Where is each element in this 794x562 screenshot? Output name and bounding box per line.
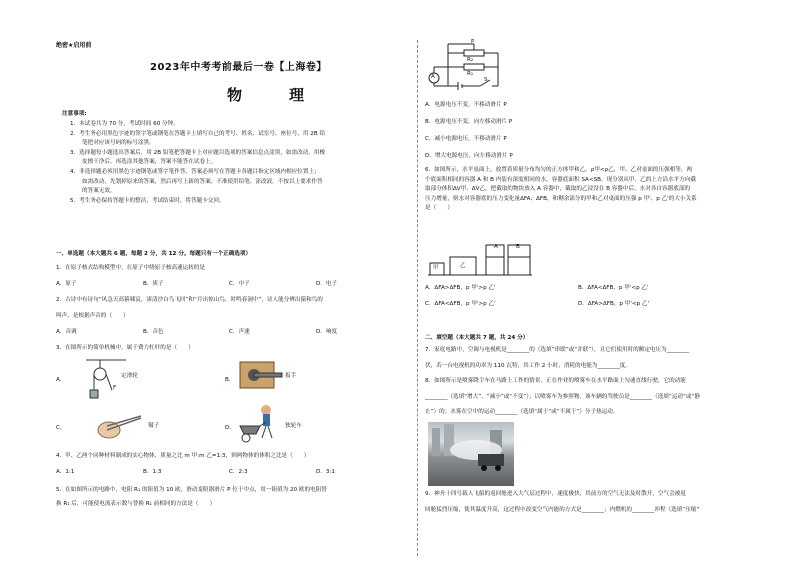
q6-label-jia: 甲 xyxy=(433,265,439,271)
q3-label-c: C． xyxy=(56,425,66,431)
circuit-label-s: S xyxy=(484,77,488,83)
wrench-figure xyxy=(240,360,284,390)
q6-label-a: A xyxy=(494,244,498,250)
exam-title: 2023年中考考前最后一卷【上海卷】 xyxy=(150,62,327,73)
q4-option-d: D．3:1 xyxy=(316,469,335,475)
fill-line: 7．家庭电路中，空调与电视机是________的（选填“串联”或“并联”），且它们使用时的额定电压为________ xyxy=(425,347,690,353)
q6-line: 是（ ） xyxy=(425,205,453,212)
q2-option-a: A．音调 xyxy=(56,329,77,335)
q3-label-d: D． xyxy=(225,425,235,431)
q5-circuit-diagram xyxy=(428,40,508,92)
notice-line: 如需改动，先划掉原来的答案，然后再写上新的答案；不准使用铅笔、涂改液。不按以上要求作答 xyxy=(82,178,323,185)
subject-title: 物 理 xyxy=(227,86,321,104)
q4-option-b: B．1:3 xyxy=(143,469,162,475)
q5-stem: 5．在如图所示的电路中，电阻 R₁ 的阻值为 10 欧，滑动变阻器滑片 P 位于中点，用一阻值为 20 欧的电阻替 xyxy=(56,487,327,493)
notice-line: 1．本试卷共为 70 分，考试时间 60 分钟。 xyxy=(70,121,179,127)
q6-line: 压力增量，则水对容器底的压力变化量ΔFA、ΔFB，和剩余部分的甲和乙对桌面的压强 p 甲'、p 乙'的大小关系 xyxy=(425,195,697,202)
circuit-label-r2: R₂ xyxy=(467,57,474,63)
confidential-mark: 绝密★启用前 xyxy=(56,42,92,49)
notice-line: 的答案无效。 xyxy=(82,188,116,195)
q3-caption-a: 定滑轮 xyxy=(121,373,138,379)
q5-option-d: D．增大电源电压，向左移动滑片 P xyxy=(425,153,513,159)
q1-option-b: B．质子 xyxy=(143,281,164,287)
q6-line: 个底面积相同的容器 A 和 B 内装有深度相同的水，容器底面积 SA<SB。现分别从甲、乙的上方沿水平方向截 xyxy=(425,176,697,183)
q4-option-c: C．2:3 xyxy=(229,469,248,475)
q2-option-d: D．响度 xyxy=(316,329,338,335)
q6-label-b: B xyxy=(516,244,520,250)
section2-q7-q8 xyxy=(425,346,700,418)
q1-option-d: D．电子 xyxy=(316,281,338,287)
notice-heading: 注意事项: xyxy=(62,111,87,117)
q3-caption-c: 镊子 xyxy=(148,423,160,429)
notice-line: 皮擦干净后，再选涂其他答案，答案不能答在试卷上。 xyxy=(82,159,217,166)
q6-stem xyxy=(425,166,697,214)
q4-stem: 4．甲、乙两个同种材料制成的实心物体，质量之比 m 甲:m 乙=1:3，则两物体的体积之比是（ ） xyxy=(56,453,310,459)
q2-stem-cont: 叫声，是根据声音的（ ） xyxy=(56,313,129,319)
q6-label-yi: 乙 xyxy=(460,263,466,269)
notice-line: 4．非选择题必须用黑色字迹钢笔或签字笔作答，答案必须写在答题卡各题目指定区域内相应位置上； xyxy=(70,168,320,175)
q1-option-a: A．原子 xyxy=(56,281,77,287)
q1-option-c: C．中子 xyxy=(229,281,250,287)
section2-q9 xyxy=(425,490,699,515)
q3-caption-d: 独轮车 xyxy=(285,423,302,429)
notice-line: 笔把对应该号码的标号涂黑。 xyxy=(82,140,155,147)
fill-line: 止”）的；水雾在空中的运动________（选填“属于”或“不属于”）分子热运动。 xyxy=(425,409,619,416)
q6-line: 6．如图所示，水平桌面上，放置着质量分布均匀的正方体甲和乙，ρ甲<ρ乙，甲、乙对桌面的压强相等，两 xyxy=(425,167,693,173)
q3-label-b: B． xyxy=(225,377,235,383)
fill-line: 伏，若一台电视机的功率为 110 瓦特，其工作 2 小时，消耗的电能为________度。 xyxy=(425,362,631,369)
circuit-label-r1: R₁ xyxy=(467,71,474,77)
q6-line: 取部分体积ΔV甲、ΔV乙，把截取的物块放入 A 容器中，截取的乙浸没在 B 容器中后，水对各自容器底部的 xyxy=(425,186,691,193)
notice-line: 2．考生务必用黑色字迹的签字笔或钢笔在答题卡上填写自己的考号、姓名、试室号、座位号，用 2B 铅 xyxy=(70,130,326,137)
q4-option-a: A．1:1 xyxy=(56,469,75,475)
notice-line: 5．考生务必保持答题卡的整洁，考试结束时，将答题卡交回。 xyxy=(70,197,225,204)
pulley-f-label: F xyxy=(113,385,117,391)
q3-caption-b: 扳手 xyxy=(285,373,297,379)
q2-option-b: B．音色 xyxy=(143,329,164,335)
q5-option-b: B．电源电压不变，向左移动滑片 P xyxy=(425,119,513,125)
fill-line: 9．神舟十四号载人飞船的返回舱进入大气层过程中，速度极快，其前方的空气无法及时散开，空气会被返 xyxy=(425,491,686,497)
fill-line: 8．如图所示是喷雾降尘车在马路上工作的情景，正在作业的喷雾车在水平路面上匀速直线行驶，它的动能 xyxy=(425,378,686,385)
fixed-pulley-figure xyxy=(86,358,126,400)
section1-heading: 一、单选题（本大题共 6 题，每题 2 分，共 12 分。每题只有一个正确选项） xyxy=(56,251,252,257)
notice-list xyxy=(70,120,325,206)
fill-line: ________（选填“增大”、“减小”或“不变”）；以喷雾车为参照物，该车辆的驾驶员是________（选填“运动”或“静 xyxy=(425,393,701,400)
column-divider xyxy=(417,40,418,556)
q6-option-d: D．ΔFA>ΔFB，p 甲'<p 乙' xyxy=(578,301,650,307)
q6-option-a: A．ΔFA>ΔFB，p 甲'>p 乙' xyxy=(425,285,496,291)
q5-option-c: C．减小电源电压，不移动滑片 P xyxy=(425,136,507,142)
q1-stem: 1．在原子核式结构模型中，在原子中绕原子核高速运转的是 xyxy=(56,265,205,271)
q5-stem-cont: 换 R₁ 后，可能使电流表示数与替换 R₁ 前相同的方法是（ ） xyxy=(56,501,216,507)
q3-stem: 3．在图所示的简单机械中，属于费力杠杆的是（ ） xyxy=(56,345,194,351)
section2-heading: 二、填空题（本大题共 7 题，共 24 分） xyxy=(425,335,529,341)
notice-line: 3．选择题每小题选出答案后，用 2B 铅笔把答题卡上对应题目选项的答案信息点涂黑，如需改动，用橡 xyxy=(70,149,326,156)
q5-option-a: A．电源电压不变，不移动滑片 P xyxy=(425,102,507,108)
q3-label-a: A． xyxy=(56,377,66,383)
q6-option-b: B．ΔFA<ΔFB，p 甲'<p 乙' xyxy=(578,285,649,291)
tweezers-figure xyxy=(97,412,143,440)
spray-truck-photo xyxy=(428,422,514,486)
q2-stem: 2．古诗中有诗句“风急天高猿啸哀，渚清沙白鸟飞回”和“月出惊山鸟，时鸣春涧中”，诗人能分辨出猿和鸟的 xyxy=(56,297,323,303)
circuit-label-a: A xyxy=(431,74,435,80)
fill-line: 回舱猛烈压缩，使其温度升高，这过程中改变空气内能的方式是________；内燃机的________冲程（选填“压缩” xyxy=(425,506,700,513)
circuit-label-p: P xyxy=(471,39,475,45)
wheelbarrow-figure xyxy=(236,404,280,444)
q6-option-c: C．ΔFA<ΔFB，p 甲'>p 乙' xyxy=(425,301,496,307)
q2-option-c: C．声速 xyxy=(229,329,250,335)
